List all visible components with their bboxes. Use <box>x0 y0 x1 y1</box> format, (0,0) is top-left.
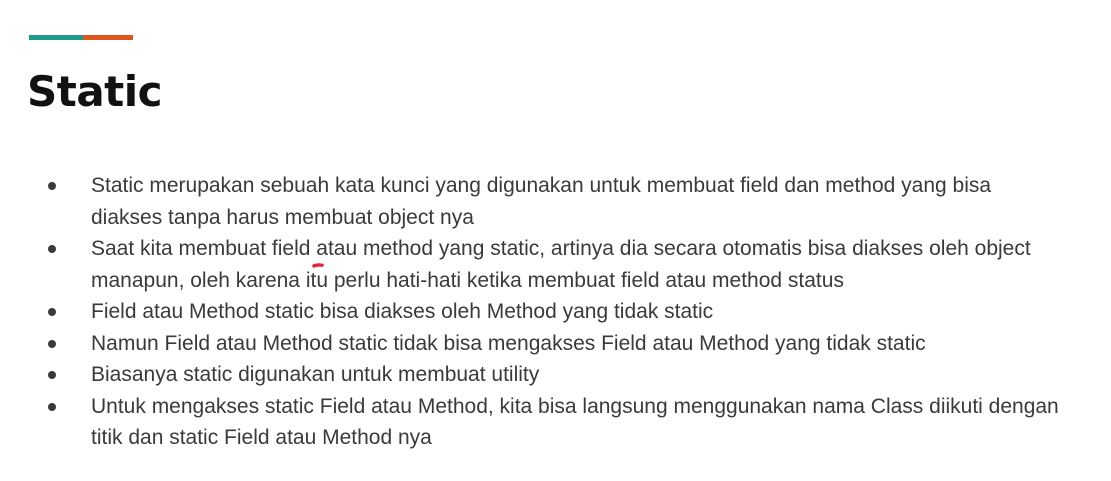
bullet-text: Biasanya static digunakan untuk membuat utility <box>91 363 540 386</box>
bullet-item <box>44 391 1064 454</box>
bullet-dot-icon <box>48 308 56 316</box>
slide-title: Static <box>27 67 163 116</box>
bullet-item <box>44 233 1064 296</box>
bullet-item <box>44 328 1064 360</box>
bullet-dot-icon <box>48 182 56 190</box>
bullet-text: Saat kita membuat field atau method yang static, artinya dia secara otomatis bisa diakses oleh object manapun, oleh karena itu perlu hati-hati ketika membuat field atau method status <box>91 237 1031 292</box>
bullet-dot-icon <box>48 371 56 379</box>
bullet-item <box>44 296 1064 328</box>
bullet-dot-icon <box>48 245 56 253</box>
bullet-dot-icon <box>48 403 56 411</box>
bullet-item <box>44 170 1064 233</box>
bullet-item <box>44 359 1064 391</box>
bullet-text: Static merupakan sebuah kata kunci yang digunakan untuk membuat field dan method yang bisa diakses tanpa harus membuat object nya <box>91 174 992 229</box>
bullet-text: Untuk mengakses static Field atau Method, kita bisa langsung menggunakan nama Class diikuti dengan titik dan static Field atau Method nya <box>91 394 1059 449</box>
accent-bar-teal <box>29 35 83 40</box>
bullet-list <box>44 170 1064 454</box>
accent-bar-orange <box>83 35 133 40</box>
accent-bar <box>29 35 133 40</box>
bullet-text: Field atau Method static bisa diakses oleh Method yang tidak static <box>91 300 714 323</box>
laser-pointer-icon <box>312 262 324 269</box>
bullet-text: Namun Field atau Method static tidak bisa mengakses Field atau Method yang tidak static <box>91 331 926 355</box>
bullet-dot-icon <box>48 340 56 348</box>
